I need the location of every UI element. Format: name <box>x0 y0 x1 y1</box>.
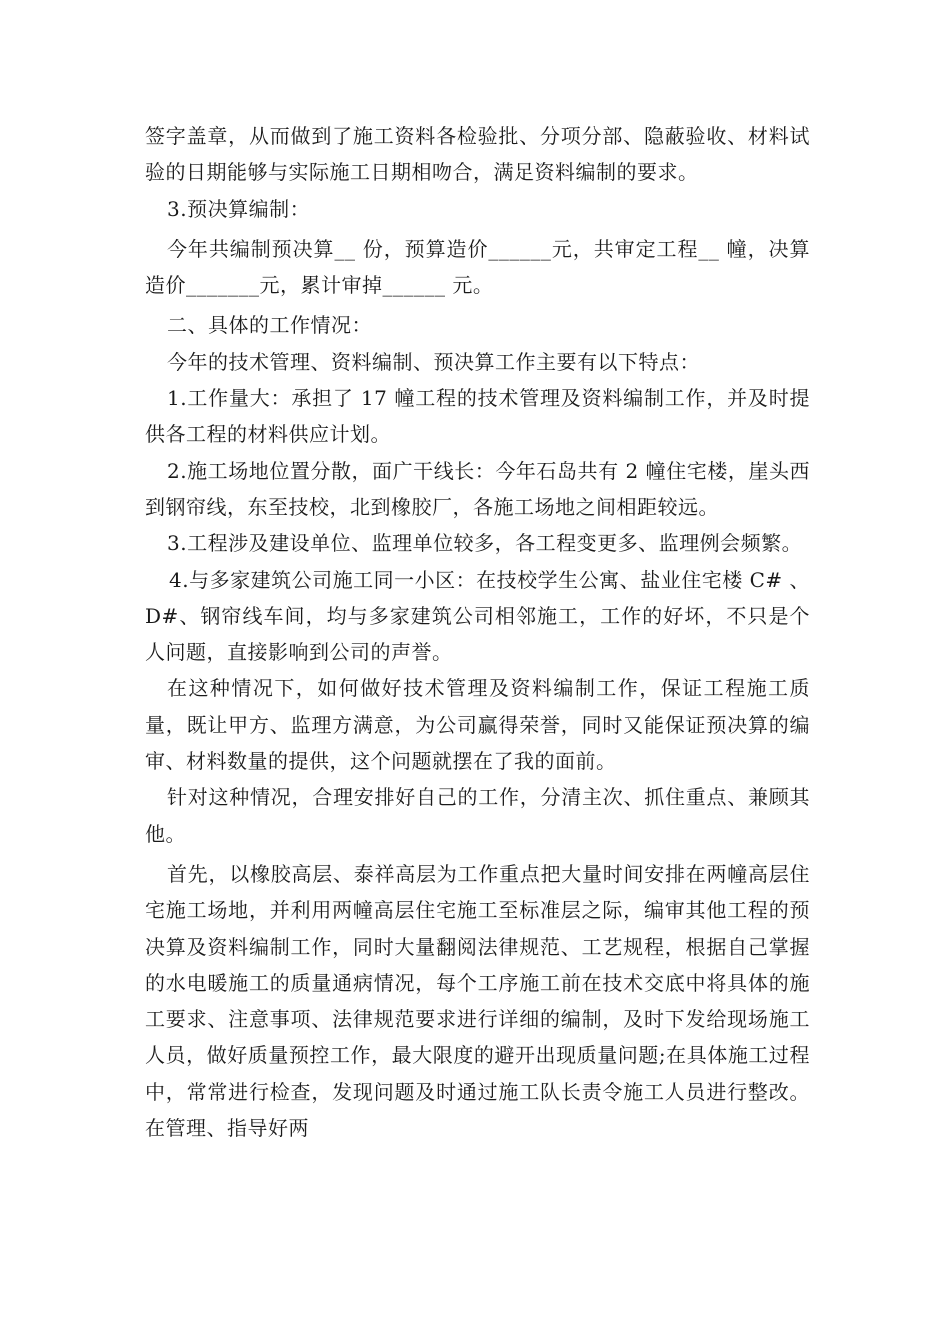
paragraph-budget-details: 今年共编制预决算__ 份，预算造价______元，共审定工程__ 幢，决算造价_______元，累计审掉______ 元。 <box>145 236 810 298</box>
paragraph-first-measures: 首先，以橡胶高层、泰祥高层为工作重点把大量时间安排在两幢高层住宅施工场地，并利用两幢高层住宅施工至标准层之际，编审其他工程的预决算及资料编制工作，同时大量翻阅法律规范、工艺规程，根据自己掌握的水电暖施工的质量通病情况，每个工序施工前在技术交底中将具体的施工要求、注意事项、法律规范要求进行详细的编制，及时下发给现场施工人员，做好质量预控工作，最大限度的避开出现质量问题;在具体施工过程中，常常进行检查，发现问题及时通过施工队长责令施工人员进行整改。在管理、指导好两 <box>145 861 810 1141</box>
paragraph-arrangement: 针对这种情况，合理安排好自己的工作，分清主次、抓住重点、兼顾其他。 <box>145 785 810 846</box>
paragraph-features-intro: 今年的技术管理、资料编制、预决算工作主要有以下特点： <box>167 349 700 374</box>
paragraph-feature-many-units: 3.工程涉及建设单位、监理单位较多，各工程变更多、监理例会频繁。 <box>167 531 803 556</box>
section-heading-work-situation: 二、具体的工作情况： <box>167 313 372 338</box>
document-body <box>145 118 810 1146</box>
paragraph-signature-continuation: 签字盖章，从而做到了施工资料各检验批、分项分部、隐蔽验收、材料试验的日期能够与实际施工日期相吻合，满足资料编制的要求。 <box>145 124 810 185</box>
paragraph-situation-challenge: 在这种情况下，如何做好技术管理及资料编制工作，保证工程施工质量，既让甲方、监理方满意，为公司赢得荣誉，同时又能保证预决算的编审、材料数量的提供，这个问题就摆在了我的面前。 <box>145 676 810 774</box>
paragraph-feature-workload: 1.工作量大：承担了 17 幢工程的技术管理及资料编制工作，并及时提供各工程的材料供应计划。 <box>145 386 810 447</box>
paragraph-feature-scattered-sites: 2.施工场地位置分散，面广干线长：今年石岛共有 2 幢住宅楼，崖头西到钢帘线，东至技校，北到橡胶厂，各施工场地之间相距较远。 <box>145 458 810 519</box>
paragraph-budget-heading: 3.预决算编制： <box>167 196 311 221</box>
paragraph-feature-shared-community: 4.与多家建筑公司施工同一小区：在技校学生公寓、盐业住宅楼 C# 、D#、钢帘线车间，均与多家建筑公司相邻施工，工作的好坏，不只是个人问题，直接影响到公司的声誉。 <box>145 567 810 665</box>
